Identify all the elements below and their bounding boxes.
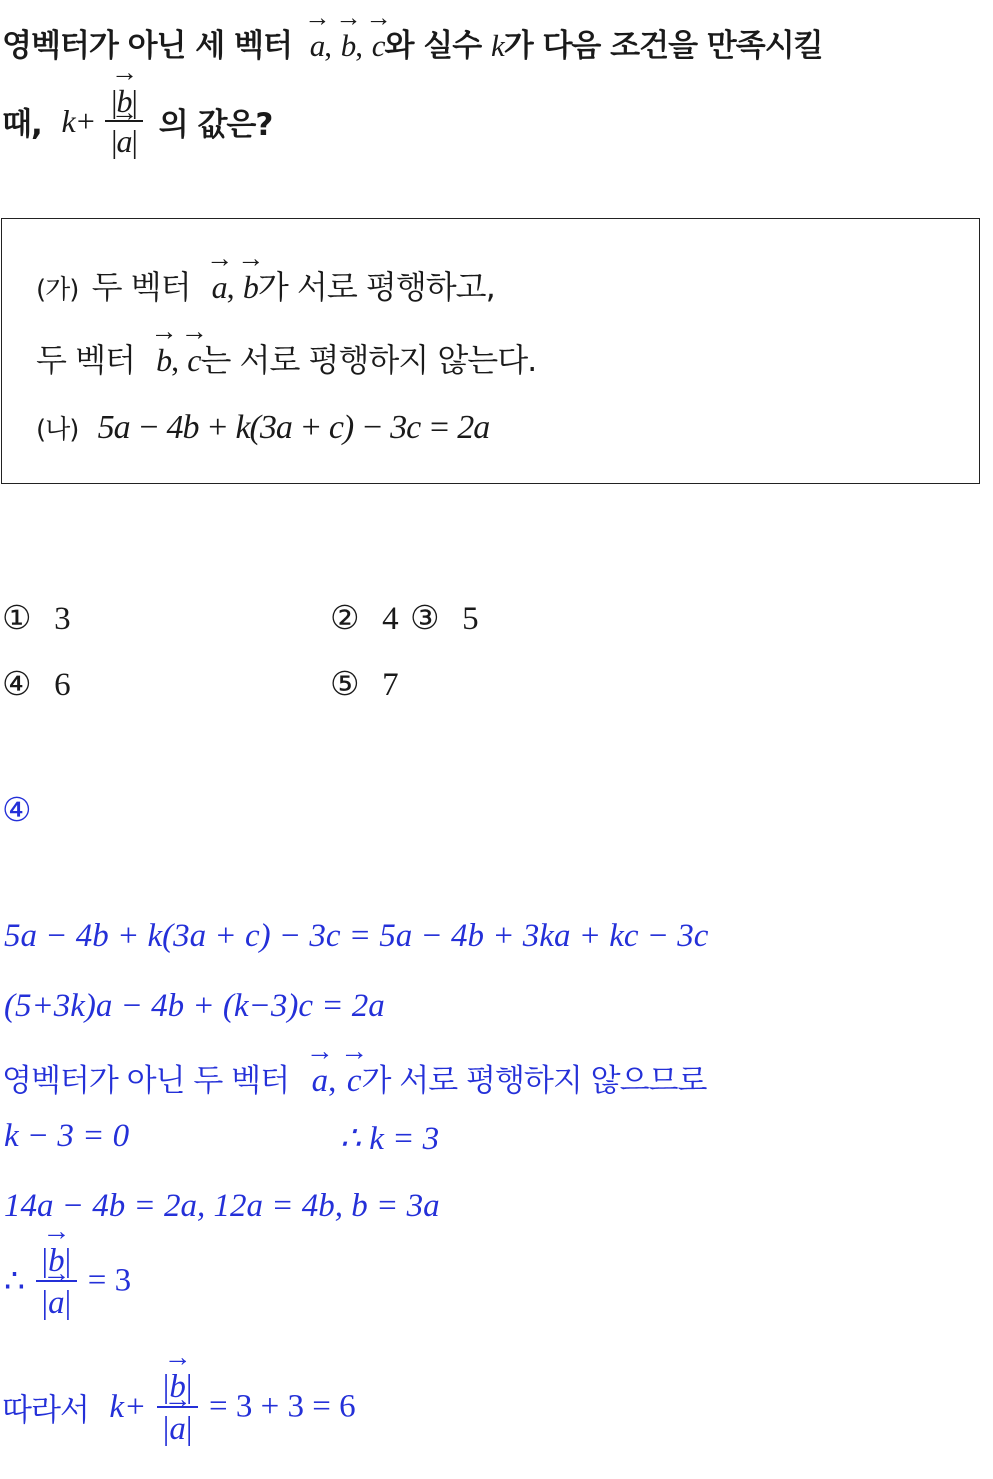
condition-text: 두 벡터 [91, 268, 191, 306]
therefore-symbol: ∴ [4, 1264, 25, 1300]
choice-mark: ⑤ [330, 664, 360, 703]
condition-text: 는 서로 평행하지 않는다. [200, 341, 537, 379]
vector-b: → b [243, 269, 258, 306]
choice-4[interactable] [2, 664, 71, 704]
question-text: 의 값은? [158, 106, 273, 143]
vector-b: → b [341, 28, 356, 64]
vector-a: → a [169, 1411, 186, 1448]
variable-k: k [490, 28, 504, 63]
solution-text: 따라서 [2, 1392, 89, 1429]
choice-mark: ① [2, 598, 32, 637]
question-text: 와 실수 [384, 28, 482, 64]
condition-ga-line-1: (가) 두 벡터 → a, → b가 서로 평행하고, [36, 262, 495, 308]
condition-label-na: (나) [36, 415, 79, 445]
solution-result: = 3 + 3 = 6 [208, 1388, 356, 1425]
choice-3[interactable] [410, 598, 479, 638]
vector-a: → a [310, 28, 325, 64]
choice-mark: ② [330, 598, 360, 637]
solution-text: 가 서로 평행하지 않으므로 [361, 1063, 707, 1099]
vector-b: → b [156, 342, 171, 379]
vector-c: → c [372, 28, 385, 64]
vector-a: → a [117, 123, 132, 160]
vector-c: → c [187, 342, 200, 379]
choice-value: 5 [462, 601, 479, 637]
question-line-2 [2, 82, 272, 160]
choice-mark: ③ [410, 598, 440, 637]
vector-b: → b [117, 83, 132, 120]
choice-value: 7 [382, 667, 399, 703]
solution-line-3: 영벡터가 아닌 두 벡터 → a, → c가 서로 평행하지 않으므로 [2, 1055, 706, 1100]
vector-a: → a [48, 1285, 65, 1322]
vector-b: → b [48, 1243, 65, 1280]
condition-text: 가 서로 평행하고, [257, 268, 495, 306]
question-text: 가 다음 조건을 만족시킬 [503, 28, 823, 64]
solution-line-5: 14a − 4b = 2a, 12a = 4b, b = 3a [4, 1188, 440, 1224]
solution-line-6 [4, 1240, 131, 1322]
choice-mark: ④ [2, 664, 32, 703]
condition-na-line [36, 408, 489, 447]
solution-line-2: (5+3k)a − 4b + (k−3)c = 2a [4, 988, 385, 1024]
choice-1[interactable] [2, 598, 71, 638]
solution-line-7 [2, 1366, 356, 1448]
solution-line-1: 5a − 4b + k(3a + c) − 3c = 5a − 4b + 3ka + kc − 3c [4, 918, 709, 954]
vector-a: → a [212, 269, 227, 306]
fraction-b-over-a: $\frac{|\to b|}{|\to a|}$ [36, 1240, 78, 1322]
solution-line-4-right: ∴ k = 3 [340, 1121, 440, 1157]
question-text: 영벡터가 아닌 세 벡터 [2, 28, 292, 64]
vector-c: → c [347, 1063, 362, 1100]
choice-value: 6 [54, 667, 71, 703]
question-line-1: 영벡터가 아닌 세 벡터 → a, → b, → c와 실수 k가 다음 조건을 만족시킬 [2, 20, 823, 65]
choice-value: 4 [382, 601, 399, 637]
vector-b: → b [169, 1369, 186, 1406]
question-text: 때, [2, 106, 42, 143]
choice-2[interactable] [330, 598, 399, 638]
solution-text: 영벡터가 아닌 두 벡터 [2, 1063, 290, 1099]
choice-value: 3 [54, 601, 71, 637]
condition-ga-line-2: 두 벡터 → b, → c는 서로 평행하지 않는다. [36, 335, 536, 381]
answer-mark: ④ [2, 790, 32, 829]
fraction-b-over-a: $\frac{|\to b|}{|\to a|}$ [105, 82, 143, 160]
fraction-b-over-a: $\frac{|\to b|}{|\to a|}$ [157, 1366, 199, 1448]
expression: k+ [61, 102, 96, 139]
solution-result: = 3 [87, 1262, 132, 1299]
expression: k+ [109, 1388, 147, 1425]
vector-a: → a [312, 1063, 329, 1100]
condition-na-equation: 5a − 4b + k(3a + c) − 3c = 2a [97, 409, 490, 446]
choice-5[interactable] [330, 664, 399, 704]
condition-label-ga: (가) [36, 275, 79, 305]
condition-text: 두 벡터 [36, 341, 135, 379]
solution-line-4-left: k − 3 = 0 [4, 1118, 130, 1154]
